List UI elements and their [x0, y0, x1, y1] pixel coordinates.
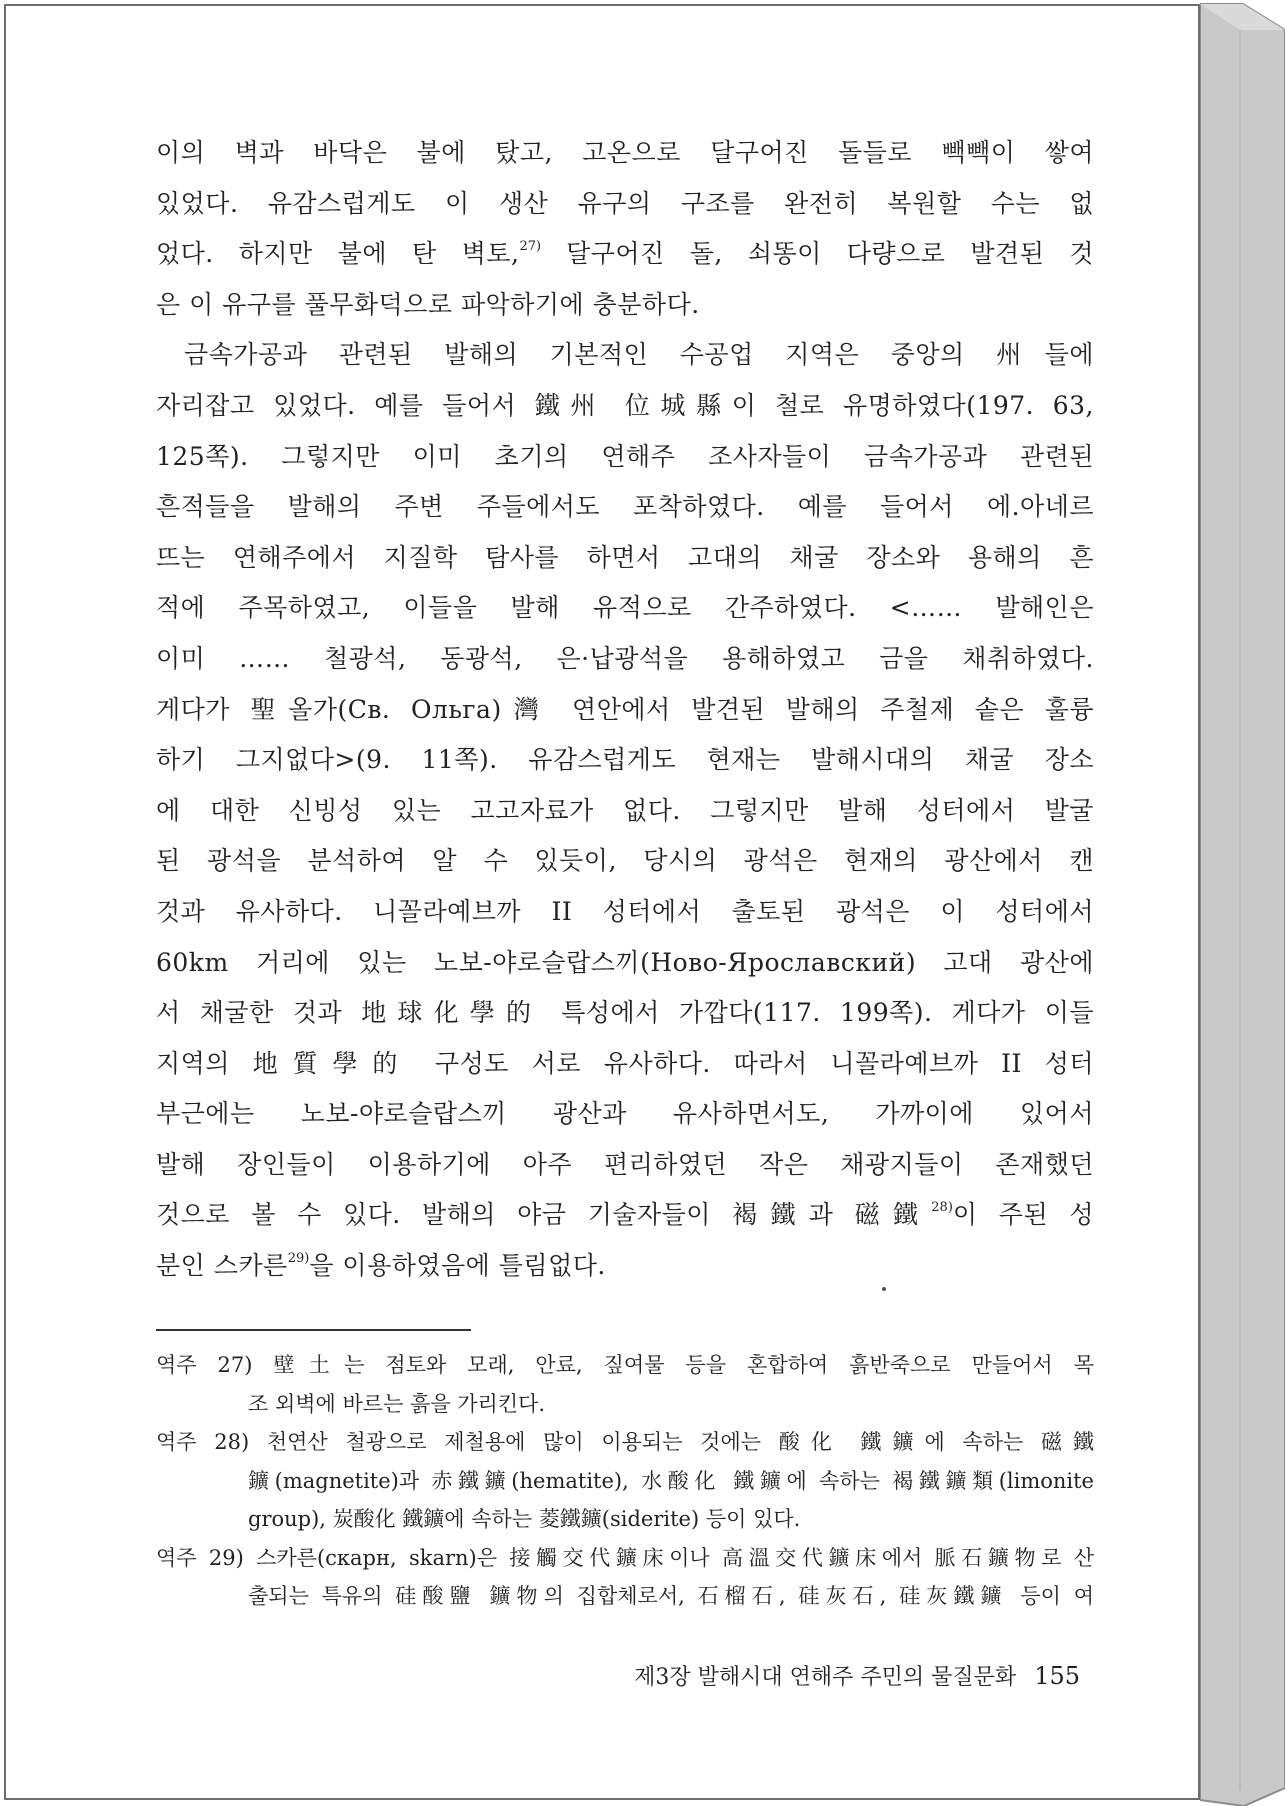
book-edge-shadow [1200, 0, 1285, 1806]
body-line: 서 채굴한 것과 地球化學的 특성에서 가깝다(117. 199쪽). 게다가 이들 [156, 998, 1094, 1028]
body-line: 적에 주목하였고, 이들을 발해 유적으로 간주하였다. <…… 발해인은 [156, 593, 1094, 623]
body-line: 이미 …… 철광석, 동광석, 은·납광석을 용해하였고 금을 채취하였다. [156, 643, 1094, 673]
body-line: 은 이 유구를 풀무화덕으로 파악하기에 충분하다. [156, 289, 700, 319]
body-line: 이의 벽과 바닥은 불에 탔고, 고온으로 달구어진 돌들로 빽빽이 쌓여 [156, 138, 1094, 167]
body-line: 금속가공과 관련된 발해의 기본적인 수공업 지역은 중앙의 州들에 [184, 340, 1094, 370]
body-line: 된 광석을 분석하여 알 수 있듯이, 당시의 광석은 현재의 광산에서 캔 [156, 846, 1094, 876]
body-line: 흔적들을 발해의 주변 주들에서도 포착하였다. 예를 들어서 에.아네르 [156, 492, 1094, 522]
footnote-28-continued: group), 炭酸化 鐵鑛에 속하는 菱鐵鑛(siderite) 등이 있다. [248, 1507, 801, 1531]
body-line: 분인 스카른$^{29)}$을 이용하였음에 틀림없다. [156, 1251, 606, 1281]
footnote-ref-28[interactable]: 28) [931, 1200, 953, 1216]
body-line: 부근에는 노보-야로슬랍스끼 광산과 유사하면서도, 가까이에 있어서 [156, 1099, 1094, 1129]
footnote-27-continued: 조 외벽에 바르는 흙을 가리킨다. [248, 1391, 546, 1416]
body-line: 발해 장인들이 이용하기에 아주 편리하였던 작은 채광지들이 존재했던 [156, 1149, 1094, 1179]
body-line: 125쪽). 그렇지만 이미 초기의 연해주 조사자들이 금속가공과 관련된 [156, 441, 1094, 471]
footnotes [156, 1346, 1094, 1616]
body-text [156, 128, 1094, 1292]
body-line: 것으로 볼 수 있다. 발해의 야금 기술자들이 褐鐵과 磁鐵$^{28)}$이 주된 성 [156, 1200, 1094, 1230]
footnote-27: 역주 27) 壁土는 점토와 모래, 안료, 짚여물 등을 혼합하여 흙반죽으로 만들어서 목 [156, 1353, 1094, 1377]
body-line: 있었다. 유감스럽게도 이 생산 유구의 구조를 완전히 복원할 수는 없 [156, 188, 1094, 218]
footnote-28-continued: 鑛(magnetite)과 赤鐵鑛(hematite), 水酸化 鐵鑛에 속하는 褐鐵鑛類(limonite [248, 1468, 1094, 1493]
running-title: 제3장 발해시대 연해주 주민의 물질문화 [634, 1665, 1017, 1690]
footnote-29-continued: 출되는 특유의 硅酸鹽 鑛物의 집합체로서, 石榴石, 硅灰石, 硅灰鐵鑛 등이 여 [248, 1584, 1094, 1608]
body-line: 게다가 聖올가(Св. Ольга)灣 연안에서 발견된 발해의 주철제 솥은 훌륭 [156, 694, 1094, 724]
footnote-28: 역주 28) 천연산 철광으로 제철용에 많이 이용되는 것에는 酸化 鐵鑛에 속하는 磁鐵 [156, 1430, 1094, 1454]
running-footer [560, 1660, 1080, 1691]
footnote-divider [156, 1329, 471, 1331]
body-line: 지역의 地質學的 구성도 서로 유사하다. 따라서 니꼴라예브까 II 성터 [156, 1048, 1094, 1078]
body-line: 하기 그지없다>(9. 11쪽). 유감스럽게도 현재는 발해시대의 채굴 장소 [156, 745, 1094, 775]
body-line: 뜨는 연해주에서 지질학 탐사를 하면서 고대의 채굴 장소와 용해의 흔 [156, 542, 1094, 572]
page-number: 155 [1034, 1662, 1080, 1690]
body-line: 에 대한 신빙성 있는 고고자료가 없다. 그렇지만 발해 성터에서 발굴 [156, 795, 1094, 825]
footnote-29: 역주 29) 스카른(скарн, skarn)은 接觸交代鑛床이나 高溫交代鑛床에서 脈石鑛物로 산 [156, 1545, 1094, 1570]
footnote-ref-27[interactable]: 27) [519, 239, 542, 255]
body-line: 것과 유사하다. 니꼴라예브까 II 성터에서 출토된 광석은 이 성터에서 [156, 896, 1094, 926]
body-line: 60km 거리에 있는 노보-야로슬랍스끼(Ново-Ярославский) 고대 광산에 [156, 947, 1094, 977]
footnote-ref-29[interactable]: 29) [287, 1251, 310, 1267]
body-line: 었다. 하지만 불에 탄 벽토,$^{27)}$ 달구어진 돌, 쇠똥이 다량으로 발견된 것 [156, 239, 1094, 269]
scan-speck [882, 1287, 886, 1291]
body-line: 자리잡고 있었다. 예를 들어서 鐵州 位城縣이 철로 유명하였다(197. 63, [156, 390, 1094, 420]
